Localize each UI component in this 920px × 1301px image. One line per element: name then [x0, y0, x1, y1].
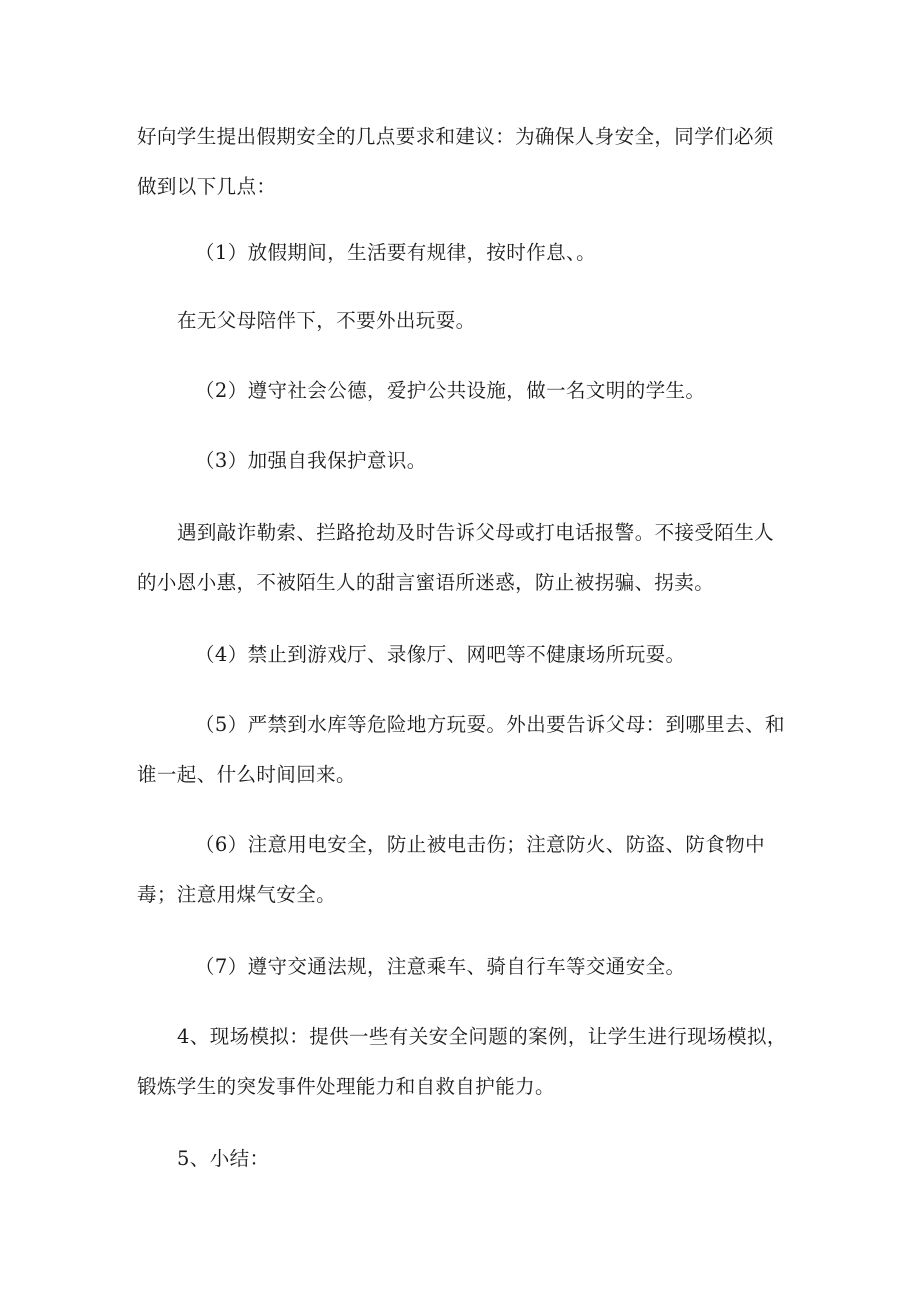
paragraph-item-3: （3）加强自我保护意识。 [195, 449, 427, 472]
paragraph-section-5: 5、小结： [177, 1147, 270, 1170]
paragraph-item-1: （1）放假期间，生活要有规律，按时作息、。 [195, 241, 597, 264]
paragraph-item-3-cont: 遇到敲诈勒索、拦路抢劫及时告诉父母或打电话报警。不接受陌生人的小恩小惠，不被陌生人的甜言蜜语所迷惑，防止被拐骗、拐卖。 [137, 521, 775, 594]
paragraph-intro: 好向学生提出假期安全的几点要求和建议：为确保人身安全，同学们必须做到以下几点： [137, 125, 774, 198]
paragraph-section-4: 4、现场模拟：提供一些有关安全问题的案例，让学生进行现场模拟，锻炼学生的突发事件处理能力和自救自护能力。 [137, 1025, 787, 1098]
paragraph-item-2: （2）遵守社会公德，爱护公共设施，做一名文明的学生。 [195, 379, 706, 402]
paragraph-item-5: （5）严禁到水库等危险地方玩耍。外出要告诉父母：到哪里去、和谁一起、什么时间回来。 [137, 713, 785, 786]
paragraph-item-7: （7）遵守交通法规，注意乘车、骑自行车等交通安全。 [195, 955, 686, 978]
paragraph-item-1-cont: 在无父母陪伴下，不要外出玩耍。 [177, 309, 476, 332]
paragraph-item-4: （4）禁止到游戏厅、录像厅、网吧等不健康场所玩耍。 [195, 643, 686, 666]
paragraph-item-6: （6）注意用电安全，防止被电击伤；注意防火、防盗、防食物中毒；注意用煤气安全。 [137, 833, 766, 906]
